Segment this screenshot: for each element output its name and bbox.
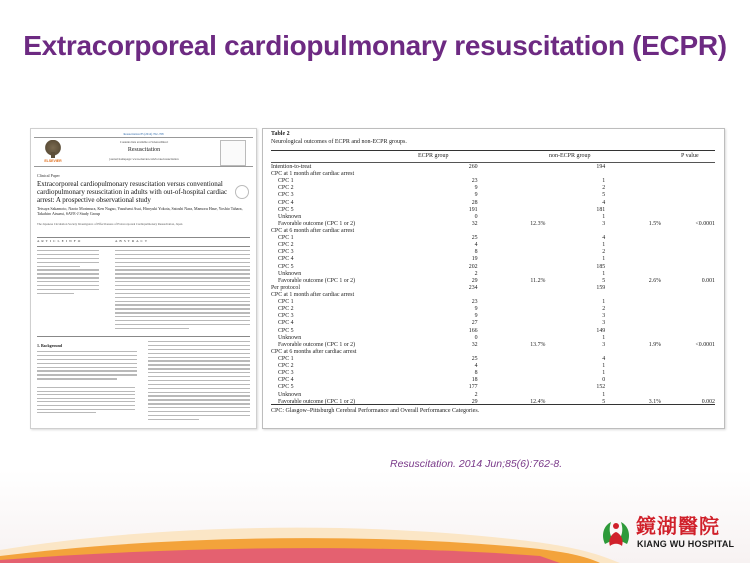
ecpr-percent	[478, 370, 546, 377]
ecpr-percent: 13.7%	[530, 341, 546, 348]
article-affiliation: The Japanese Circulation Society Investigators of Effectiveness of Extracorporeal Cardiopulmonary Resuscitation, Japan	[37, 222, 183, 226]
p-value	[661, 164, 715, 171]
p-value	[661, 370, 715, 377]
ecpr-percent	[478, 207, 546, 214]
ecpr-count: 202	[468, 263, 478, 270]
table-footnote: CPC: Glasgow–Pittsburgh Cerebral Performance and Overall Performance Categories.	[271, 408, 480, 414]
p-value: <0.0001	[695, 341, 715, 348]
non-ecpr-percent	[605, 256, 661, 263]
table-row	[271, 335, 715, 342]
ecpr-count: 2	[474, 270, 478, 277]
table-row	[271, 313, 715, 320]
non-ecpr-percent	[605, 392, 661, 399]
article-section: Clinical Paper	[37, 173, 60, 178]
ecpr-count: 32	[471, 341, 478, 348]
row-label: Unknown	[278, 391, 302, 398]
non-ecpr-count: 159	[596, 284, 606, 291]
non-ecpr-percent	[605, 214, 661, 221]
row-label: Unknown	[278, 213, 302, 220]
non-ecpr-percent	[605, 328, 661, 335]
ecpr-percent	[478, 356, 546, 363]
non-ecpr-percent	[605, 384, 661, 391]
table-row	[271, 228, 715, 235]
journal-cover-thumbnail	[220, 140, 246, 166]
non-ecpr-percent	[605, 192, 661, 199]
table-row	[271, 349, 715, 356]
row-label: CPC 5	[278, 263, 294, 270]
article-title: Extracorporeal cardiopulmonary resuscitation versus conventional cardiopulmonary resuscitation in adults with out-of-hospital cardiac arrest: A prospective observational study	[37, 180, 228, 204]
p-value	[661, 320, 715, 327]
ecpr-count: 9	[474, 185, 478, 192]
ecpr-count	[433, 292, 478, 299]
article-authors: Tetsuya Sakamoto, Naoto Morimura, Ken Nagao, Yasufumi Asai, Hiroyuki Yokota, Satoshi Nara, Mamoru Hase, Yoshio Tahara, Takahiro Atsumi, SAVE-J Study Group	[37, 206, 243, 216]
slide-title: Extracorporeal cardiopulmonary resuscitation (ECPR)	[23, 30, 727, 61]
non-ecpr-count: 194	[596, 164, 606, 171]
non-ecpr-count: 185	[596, 263, 606, 270]
row-label: CPC 5	[278, 206, 294, 213]
ecpr-count: 2	[474, 391, 478, 398]
ecpr-percent	[478, 185, 546, 192]
ecpr-count: 18	[471, 377, 478, 384]
non-ecpr-count: 5	[602, 192, 606, 199]
table-row	[271, 370, 715, 377]
table-row	[271, 221, 715, 228]
abstract-heading: A B S T R A C T	[115, 239, 148, 243]
non-ecpr-count: 4	[602, 199, 606, 206]
non-ecpr-count: 1	[602, 299, 606, 306]
row-label: Unknown	[278, 334, 302, 341]
row-label: CPC 3	[278, 192, 294, 199]
non-ecpr-percent	[605, 164, 661, 171]
p-value	[661, 228, 715, 235]
ecpr-percent	[478, 171, 546, 178]
table-row	[271, 328, 715, 335]
body-text-right	[148, 341, 250, 423]
non-ecpr-count: 1	[602, 334, 606, 341]
journal-homepage: journal homepage: www.elsevier.com/locate/resuscitation	[109, 157, 179, 161]
p-value	[661, 271, 715, 278]
non-ecpr-percent	[605, 335, 661, 342]
p-value	[661, 178, 715, 185]
non-ecpr-count: 5	[602, 398, 606, 405]
row-label: CPC 4	[278, 199, 294, 206]
hospital-name-english: KIANG WU HOSPITAL	[637, 539, 735, 549]
non-ecpr-count: 1	[602, 178, 606, 185]
ecpr-percent: 12.3%	[530, 220, 546, 227]
ecpr-percent	[478, 178, 546, 185]
p-value	[661, 192, 715, 199]
ecpr-count: 4	[474, 363, 478, 370]
article-info-text-block	[37, 250, 99, 297]
ecpr-percent	[478, 235, 546, 242]
ecpr-percent	[478, 214, 546, 221]
p-value	[661, 264, 715, 271]
row-label: CPC at 6 months after cardiac arrest	[271, 348, 357, 355]
ecpr-percent	[478, 328, 546, 335]
row-label: Favorable outcome (CPC 1 or 2)	[278, 277, 356, 284]
table-row	[271, 306, 715, 313]
ecpr-percent	[478, 256, 546, 263]
table-row	[271, 363, 715, 370]
non-ecpr-count: 1	[602, 256, 606, 263]
table-row	[271, 185, 715, 192]
ecpr-percent	[478, 306, 546, 313]
ecpr-count: 8	[474, 370, 478, 377]
ecpr-count: 23	[471, 178, 478, 185]
p-value	[661, 384, 715, 391]
hands-emblem-icon	[597, 514, 635, 552]
non-ecpr-percent	[605, 178, 661, 185]
row-label: Intention-to-treat	[271, 164, 312, 171]
ecpr-percent	[478, 299, 546, 306]
row-label: CPC 3	[278, 249, 294, 256]
p-value: 0.001	[701, 277, 715, 284]
p-value	[661, 185, 715, 192]
non-ecpr-percent: 1.5%	[648, 220, 662, 227]
row-label: CPC 2	[278, 363, 294, 370]
non-ecpr-percent	[605, 264, 661, 271]
row-label: CPC 1	[278, 356, 294, 362]
non-ecpr-percent	[605, 292, 661, 299]
ecpr-percent	[478, 285, 546, 292]
table-row	[271, 285, 715, 292]
table-row	[271, 377, 715, 384]
row-label: Favorable outcome (CPC 1 or 2)	[278, 220, 356, 227]
ecpr-count: 191	[468, 206, 478, 213]
ecpr-percent	[478, 349, 546, 356]
p-value	[661, 207, 715, 214]
elsevier-logo: ELSEVIER	[38, 140, 68, 164]
p-value	[661, 377, 715, 384]
non-ecpr-percent	[605, 299, 661, 306]
header-non-ecpr: non-ECPR group	[549, 153, 591, 159]
row-label: CPC 5	[278, 327, 294, 334]
non-ecpr-count: 1	[602, 270, 606, 277]
table-row	[271, 384, 715, 391]
table-row	[271, 264, 715, 271]
non-ecpr-count: 4	[602, 356, 606, 362]
non-ecpr-percent: 3.1%	[648, 398, 662, 405]
ecpr-count: 19	[471, 256, 478, 263]
crossmark-icon	[235, 185, 249, 199]
ecpr-count: 28	[471, 199, 478, 206]
table-page	[262, 128, 725, 429]
p-value	[661, 328, 715, 335]
hospital-logo	[593, 506, 743, 556]
non-ecpr-count: 2	[602, 185, 606, 192]
non-ecpr-percent	[605, 306, 661, 313]
non-ecpr-percent: 2.6%	[648, 277, 662, 284]
p-value	[661, 256, 715, 263]
non-ecpr-percent	[605, 235, 661, 242]
ecpr-percent	[478, 264, 546, 271]
table-row	[271, 342, 715, 349]
non-ecpr-count: 1	[602, 213, 606, 220]
article-first-page	[30, 128, 257, 429]
article-doi: Resuscitation 85 (2014) 762–768	[123, 132, 164, 136]
ecpr-count: 177	[468, 384, 478, 391]
non-ecpr-percent	[605, 356, 661, 363]
non-ecpr-count: 1	[602, 391, 606, 398]
ecpr-percent	[478, 384, 546, 391]
ecpr-percent	[478, 363, 546, 370]
table-row	[271, 249, 715, 256]
ecpr-count: 29	[471, 277, 478, 284]
ecpr-count: 8	[474, 249, 478, 256]
p-value	[661, 249, 715, 256]
non-ecpr-count	[545, 349, 605, 356]
non-ecpr-count: 152	[596, 384, 606, 391]
non-ecpr-count: 181	[596, 206, 606, 213]
row-label: CPC 4	[278, 256, 294, 263]
non-ecpr-percent	[605, 171, 661, 178]
row-label: CPC 2	[278, 242, 294, 249]
p-value	[661, 299, 715, 306]
table-row	[271, 207, 715, 214]
p-value	[661, 313, 715, 320]
contents-line: Contents lists available at ScienceDirect	[119, 140, 169, 144]
ecpr-count: 0	[474, 213, 478, 220]
ecpr-percent	[478, 164, 546, 171]
table-row	[271, 192, 715, 199]
ecpr-count: 166	[468, 327, 478, 334]
ecpr-count	[433, 349, 478, 356]
ecpr-percent	[478, 320, 546, 327]
ecpr-count: 27	[471, 320, 478, 327]
row-label: CPC 1	[278, 178, 294, 185]
p-value	[661, 235, 715, 242]
row-label: CPC 2	[278, 185, 294, 192]
ecpr-count: 4	[474, 242, 478, 249]
row-label: CPC at 6 month after cardiac arrest	[271, 228, 355, 235]
footnote-text	[37, 387, 135, 416]
p-value	[661, 285, 715, 292]
ecpr-count: 234	[468, 284, 478, 291]
row-label: CPC 3	[278, 313, 294, 320]
non-ecpr-count: 1	[602, 370, 606, 377]
ecpr-count: 9	[474, 306, 478, 313]
p-value	[661, 200, 715, 207]
non-ecpr-count: 3	[602, 313, 606, 320]
ecpr-percent	[478, 249, 546, 256]
p-value	[661, 335, 715, 342]
table-row	[271, 242, 715, 249]
table-row	[271, 392, 715, 399]
row-label: CPC 3	[278, 370, 294, 377]
ecpr-percent	[478, 228, 546, 235]
non-ecpr-percent	[605, 370, 661, 377]
hospital-name-chinese: 鏡湖醫院	[636, 514, 720, 538]
p-value	[661, 214, 715, 221]
non-ecpr-percent	[605, 271, 661, 278]
ecpr-percent: 12.4%	[530, 398, 546, 405]
non-ecpr-count: 1	[602, 363, 606, 370]
non-ecpr-count: 4	[602, 235, 606, 242]
ecpr-count: 260	[468, 164, 478, 171]
non-ecpr-count	[545, 171, 605, 178]
p-value	[661, 292, 715, 299]
row-label: CPC 1	[278, 235, 294, 242]
ecpr-count: 9	[474, 192, 478, 199]
ecpr-percent	[478, 292, 546, 299]
non-ecpr-count: 2	[602, 306, 606, 313]
non-ecpr-percent	[605, 320, 661, 327]
ecpr-count: 25	[471, 356, 478, 362]
p-value	[661, 349, 715, 356]
table-row	[271, 256, 715, 263]
ecpr-count: 29	[471, 398, 478, 405]
table-label: Table 2	[271, 131, 290, 137]
non-ecpr-percent	[605, 313, 661, 320]
ecpr-count	[433, 171, 478, 178]
p-value	[661, 242, 715, 249]
non-ecpr-count: 3	[602, 320, 606, 327]
table-row	[271, 171, 715, 178]
non-ecpr-percent	[605, 285, 661, 292]
ecpr-count	[433, 228, 478, 235]
row-label: CPC at 1 month after cardiac arrest	[271, 292, 355, 299]
ecpr-count: 9	[474, 313, 478, 320]
ecpr-percent	[478, 377, 546, 384]
ecpr-percent	[478, 242, 546, 249]
non-ecpr-percent	[605, 363, 661, 370]
ecpr-percent	[478, 335, 546, 342]
row-label: CPC at 1 month after cardiac arrest	[271, 171, 355, 178]
journal-header	[34, 137, 253, 167]
row-label: CPC 4	[278, 320, 294, 327]
citation: Resuscitation. 2014 Jun;85(6):762-8.	[390, 458, 563, 470]
p-value	[661, 363, 715, 370]
non-ecpr-percent: 1.9%	[648, 341, 662, 348]
non-ecpr-percent	[605, 185, 661, 192]
non-ecpr-percent	[605, 200, 661, 207]
non-ecpr-count: 5	[602, 277, 606, 284]
table-caption: Neurological outcomes of ECPR and non-ECPR groups.	[271, 139, 407, 145]
background-heading: 1. Background	[37, 343, 63, 348]
header-ecpr: ECPR group	[418, 153, 449, 159]
row-label: CPC 4	[278, 377, 294, 384]
row-label: Favorable outcome (CPC 1 or 2)	[278, 398, 356, 405]
non-ecpr-count	[545, 292, 605, 299]
row-label: CPC 1	[278, 299, 294, 306]
non-ecpr-percent	[605, 377, 661, 384]
row-label: CPC 2	[278, 306, 294, 313]
ecpr-percent	[478, 192, 546, 199]
table-row	[271, 278, 715, 285]
p-value	[661, 171, 715, 178]
non-ecpr-count	[545, 228, 605, 235]
row-label: Per protocol	[271, 284, 300, 291]
header-p-value: P value	[681, 153, 699, 159]
ecpr-count: 23	[471, 299, 478, 306]
p-value: <0.0001	[695, 220, 715, 227]
ecpr-percent	[478, 200, 546, 207]
table-row	[271, 214, 715, 221]
ecpr-count: 0	[474, 334, 478, 341]
table-row	[271, 320, 715, 327]
ecpr-percent	[478, 392, 546, 399]
body-text-left	[37, 351, 137, 382]
row-label: Unknown	[278, 270, 302, 277]
non-ecpr-count: 1	[602, 242, 606, 249]
table-row	[271, 200, 715, 207]
table-row	[271, 178, 715, 185]
ecpr-percent: 11.2%	[530, 277, 546, 284]
non-ecpr-percent	[605, 242, 661, 249]
non-ecpr-count: 149	[596, 327, 606, 334]
p-value	[661, 392, 715, 399]
p-value: 0.002	[701, 398, 715, 405]
table-row	[271, 356, 715, 363]
non-ecpr-count: 3	[602, 341, 606, 348]
p-value	[661, 306, 715, 313]
ecpr-percent	[478, 313, 546, 320]
table-row	[271, 235, 715, 242]
non-ecpr-percent	[605, 228, 661, 235]
table-row	[271, 271, 715, 278]
ecpr-count: 32	[471, 220, 478, 227]
non-ecpr-count: 3	[602, 220, 606, 227]
row-label: CPC 5	[278, 384, 294, 391]
abstract-text-block	[115, 250, 250, 332]
p-value	[661, 356, 715, 363]
table-row	[271, 299, 715, 306]
article-info-heading: A R T I C L E I N F O	[37, 239, 81, 243]
non-ecpr-percent	[605, 249, 661, 256]
non-ecpr-percent	[605, 207, 661, 214]
non-ecpr-percent	[605, 349, 661, 356]
ecpr-percent	[478, 271, 546, 278]
non-ecpr-count: 2	[602, 249, 606, 256]
non-ecpr-count: 0	[602, 377, 606, 384]
journal-name: Resuscitation	[127, 147, 161, 153]
table-row	[271, 292, 715, 299]
row-label: Favorable outcome (CPC 1 or 2)	[278, 341, 356, 348]
ecpr-count: 25	[471, 235, 478, 242]
outcomes-table	[271, 164, 715, 406]
